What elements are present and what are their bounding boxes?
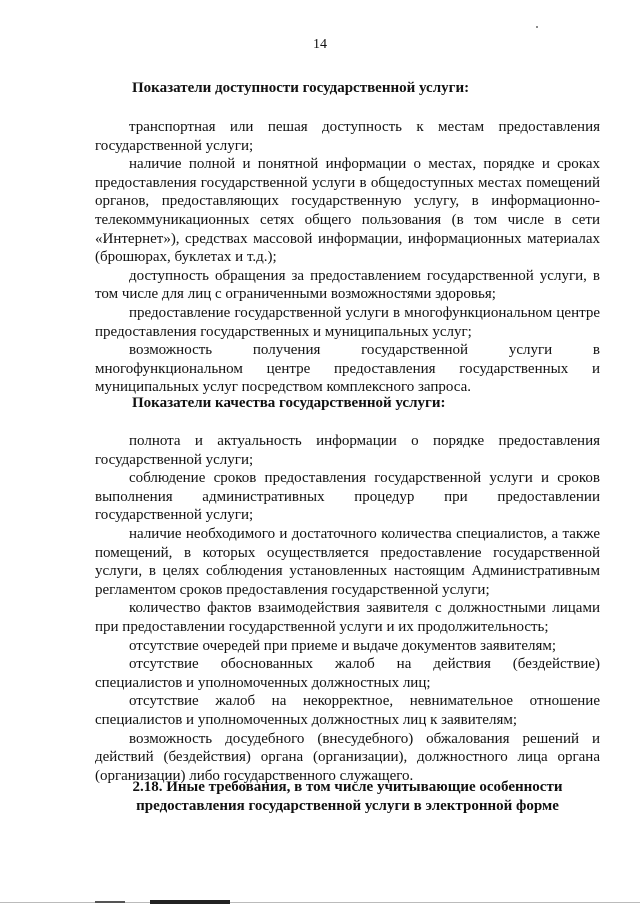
section-2-18-heading-line2: предоставления государственной услуги в электронной форме (136, 798, 559, 814)
quality-item: отсутствие очередей при приеме и выдаче документов заявителям; (129, 637, 557, 654)
accessibility-item: возможность получения государственной услуги в многофункциональном центре предоставления государственных и муниципальных услуг посредством комплексного запроса. (95, 342, 600, 396)
accessibility-heading: Показатели доступности государственной услуги: (132, 80, 470, 96)
quality-item: отсутствие жалоб на некорректное, невнимательное отношение специалистов и уполномоченных должностных лиц к заявителям; (95, 693, 600, 728)
accessibility-item: наличие полной и понятной информации о местах, порядке и сроках предоставления государственной услуги в общедоступных местах помещений органов, предоставляющих государственную услугу, в информационно-телекоммуникационных сетях общего пользования (в том числе в сети «Интернет»), средствах массовой информации, информационных материалах (брошюрах, буклетах и т.д.); (95, 156, 600, 266)
scan-speck (536, 26, 538, 28)
quality-item: наличие необходимого и достаточного количества специалистов, а также помещений, в которых осуществляется предоставление государственной услуги, в целях соблюдения установленных настоящим Административным регламентом сроков предоставления государственной услуги; (95, 525, 600, 598)
quality-item: отсутствие обоснованных жалоб на действия (бездействие) специалистов и уполномоченных должностных лиц; (95, 656, 600, 691)
quality-list (95, 432, 600, 785)
scan-edge-mark (150, 900, 230, 904)
section-2-18-heading (95, 778, 600, 816)
accessibility-list (95, 118, 600, 397)
accessibility-item: транспортная или пешая доступность к местам предоставления государственной услуги; (95, 119, 600, 154)
quality-heading: Показатели качества государственной услуги: (132, 395, 446, 411)
scan-edge-mark (95, 901, 125, 903)
section-2-18-heading-line1: 2.18. Иные требования, в том числе учитывающие особенности (132, 779, 563, 795)
quality-item: количество фактов взаимодействия заявителя с должностными лицами при предоставлении государственной услуги и их продолжительность; (95, 600, 600, 635)
accessibility-item: предоставление государственной услуги в многофункциональном центре предоставления государственных и муниципальных услуг; (95, 304, 600, 340)
quality-item: полнота и актуальность информации о порядке предоставления государственной услуги; (95, 433, 600, 468)
accessibility-item: доступность обращения за предоставлением государственной услуги, в том числе для лиц с ограниченными возможностями здоровья; (95, 267, 600, 303)
page-number: 14 (313, 37, 327, 52)
quality-item: возможность досудебного (внесудебного) обжалования решений и действий (бездействия) органа (организации), должностного лица органа (организации) либо государственного служащего. (95, 730, 600, 784)
quality-item: соблюдение сроков предоставления государственной услуги и сроков выполнения административных процедур при предоставлении государственной услуги; (95, 470, 600, 524)
